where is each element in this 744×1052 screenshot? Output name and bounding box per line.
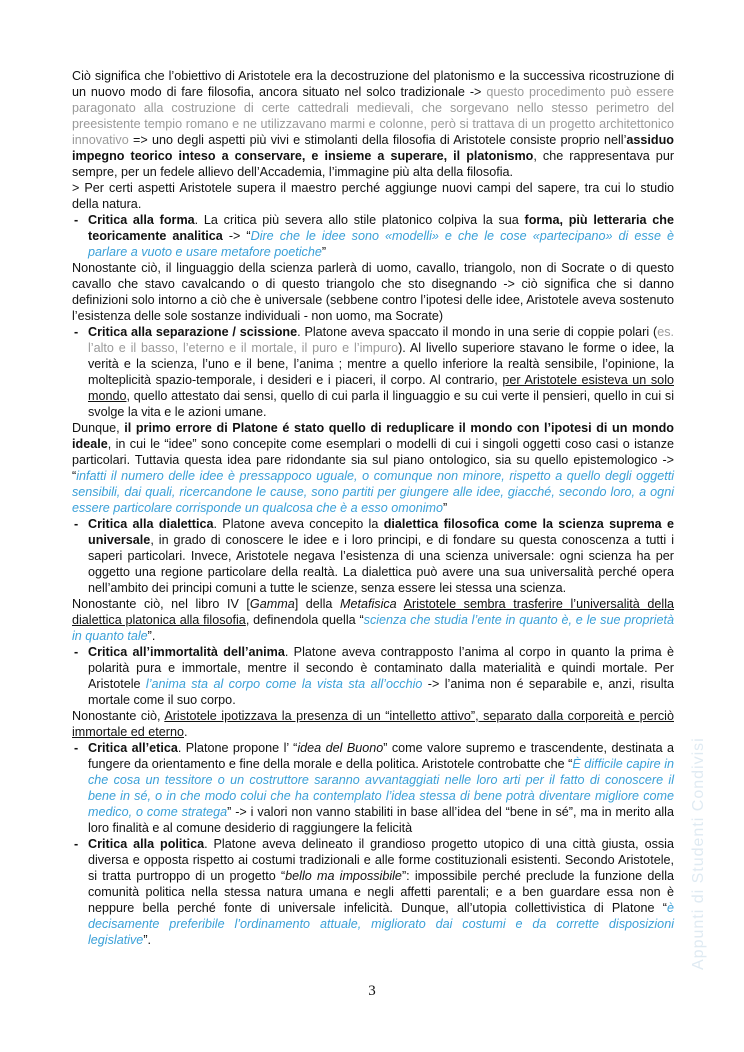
text-run: ” -> i valori non vanno stabiliti in base all’idea del “bene in sé”, ma in merito alla loro finalità e al comune desiderio di raggiungere la felicità xyxy=(88,805,674,835)
text-run: ” xyxy=(321,245,327,259)
paragraph-intro xyxy=(72,68,674,180)
critique-list-1 xyxy=(72,212,674,260)
bold-run: dialettica filosofica come la scienza suprema e universale xyxy=(88,517,674,547)
bold-run: forma, più letteraria che teoricamente analitica xyxy=(88,213,674,243)
bold-run: il primo errore di Platone é stato quello di reduplicare il mondo con l’ipotesi di un mondo ideale xyxy=(72,421,674,451)
text-run: Nonostante ciò, xyxy=(72,709,165,723)
text-run: -> “ xyxy=(222,229,251,243)
underlined-run: Aristotele sembra trasferire l’universalità della dialettica platonica alla filosofia xyxy=(72,597,674,627)
critique-title: Critica alla forma xyxy=(88,213,195,227)
text-run: ”. xyxy=(143,933,152,947)
text-run: . Platone propone l’ “ xyxy=(177,741,298,755)
critique-ethics xyxy=(72,740,674,836)
text-run: Dunque, xyxy=(72,421,125,435)
text-run: ”: impossibile perché preclude la funzione della comunità politica nella stessa natura umana e negli affetti parentali; e a ben guardare essa non è neppure bella perché fonte di universale infelicità. Dunque, all’utopia collettivistica di Platone “ xyxy=(88,869,674,915)
paragraph-active-intellect xyxy=(72,708,674,740)
text-run: . Platone aveva spaccato il mondo in una serie di coppie polari ( xyxy=(297,325,658,339)
critique-title: Critica all’immortalità dell’anima xyxy=(88,645,285,659)
quote: è decisamente preferibile l’ordinamento attuale, migliorato dai costumi e da corrette disposizioni legislative xyxy=(88,901,674,947)
italic-run: Metafisica xyxy=(340,597,397,611)
underlined-run: per Aristotele esisteva un solo mondo xyxy=(88,373,674,403)
page-number: 3 xyxy=(368,983,376,999)
text-run: ” xyxy=(443,501,448,515)
critique-soul xyxy=(72,644,674,708)
text-run: , che rappresentava pur sempre, per un fedele allievo dell’Accademia, l’immagine più alta della filosofia. xyxy=(72,149,675,179)
critique-separation xyxy=(72,324,674,420)
paragraph-universals: Nonostante ciò, il linguaggio della scienza parlerà di uomo, cavallo, triangolo, non di Socrate o di questo cavallo che stavo cavalcando o di questo triangolo che sto disegnando -> ciò significa che si danno definizioni solo intorno a ciò che è universale (sebbene contro l’ipotesi delle idee, Aristotele aveva sostenuto l’esistenza delle sole sostanze individuali - non uomo, ma Socrate) xyxy=(72,261,674,323)
grey-aside: es. l’alto e il basso, l’eterno e il mortale, il puro e l’impuro xyxy=(88,325,674,355)
text-run: Ciò significa che l’obiettivo di Aristotele era la decostruzione del platonismo e la successiva ricostruzione di un nuovo modo di fare filosofia, ancora situato nel solco tradizionale -> xyxy=(72,69,674,99)
critique-title: Critica alla dialettica xyxy=(88,517,214,531)
text-run: . Platone aveva concepito la xyxy=(213,517,384,531)
critique-list-3 xyxy=(72,516,674,596)
underlined-run: Aristotele ipotizzava la presenza di un “intelletto attivo”, separato dalla corporeità e perciò immortale ed eterno xyxy=(72,709,674,739)
critique-dialectic xyxy=(72,516,674,596)
dash-bullet: - xyxy=(74,741,79,755)
text-run: . Platone aveva contrapposto l’anima al corpo in quanto la prima è polarità pura e immortale, mentre il secondo è contaminato dalla materialità e quindi mortale. Per Aristotele xyxy=(88,645,674,691)
text-run: => uno degli aspetti più vivi e stimolanti della filosofia di Aristotele consiste proprio nell’ xyxy=(128,133,627,147)
bold-run: assiduo impegno teorico inteso a conservare, e insieme a superare, il platonismo xyxy=(72,133,674,163)
paragraph-metaphysics xyxy=(72,596,674,644)
text-run: . xyxy=(184,725,188,739)
text-run: ”. xyxy=(147,629,156,643)
critique-politics xyxy=(72,836,674,948)
text-run: ] della xyxy=(294,597,340,611)
quote: infatti il numero delle idee è pressappoco uguale, o comunque non minore, rispetto a quello degli oggetti sensibili, dai quali, ricercandone le cause, sono partiti per giungere alle idee, giacché, secondo loro, a ogni essere particolare corrisponde un qualcosa che è a esso omonimo xyxy=(72,469,674,515)
quote: scienza che studia l’ente in quanto è, e le sue proprietà in quanto tale xyxy=(72,613,674,643)
text-run: , in cui le “idee” sono concepite come esemplari o modelli di cui i singoli oggetti coso casi o istanze particolari. Tuttavia questa idea pare ridondante sia sul piano ontologico, sia su quello epistemologico -> “ xyxy=(72,437,674,483)
text-run: , definendola quella “ xyxy=(245,613,364,627)
text-run: Nonostante ciò, nel libro IV [ xyxy=(72,597,250,611)
critique-title: Critica all’etica xyxy=(88,741,178,755)
critique-list-4 xyxy=(72,644,674,708)
critique-list-2 xyxy=(72,324,674,420)
text-run: -> l’anima non é separabile e, anzi, risulta mortale come il suo corpo. xyxy=(88,677,674,707)
dash-bullet: - xyxy=(74,517,79,531)
critique-title: Critica alla separazione / scissione xyxy=(88,325,298,339)
text-run xyxy=(397,597,404,611)
paragraph-first-error xyxy=(72,420,674,516)
quote: È difficile capire in che cosa un tessitore o un costruttore saranno avvantaggiati nelle loro arti per il fatto di conoscere il bene in sé, o in che modo colui che ha contemplato l’idea stessa di bene potrà diventare migliore come medico, o come stratega xyxy=(88,757,674,819)
paragraph-nature: > Per certi aspetti Aristotele supera il maestro perché aggiunge nuovi campi del sapere, tra cui lo studio della natura. xyxy=(72,181,674,211)
critique-form xyxy=(72,212,674,260)
italic-run: bello ma impossibile xyxy=(285,869,402,883)
text-run: . La critica più severa allo stile platonico colpiva la sua xyxy=(194,213,525,227)
critique-title: Critica alla politica xyxy=(88,837,205,851)
critique-list-5 xyxy=(72,740,674,948)
text-run: , in grado di conoscere le idee e i loro principi, e di fondare su questa conoscenza a tutti i saperi particolari. Invece, Aristotele negava l’esistenza di una scienza universale: ogni scienza ha per oggetto una regione particolare della realtà. La dialettica può avere una sua universalità perché opera nell’ambito dei principi comuni a tutte le scienze, senza essere lei stessa una scienza. xyxy=(88,533,674,595)
document-body xyxy=(72,68,674,948)
quote: Dire che le idee sono «modelli» e che le cose «partecipano» di esse è parlare a vuoto e usare metafore poetiche xyxy=(88,229,674,259)
grey-aside: questo procedimento può essere paragonato alla costruzione di certe cattedrali medievali, che sorgevano nello stesso perimetro del preesistente tempio romano e ne utilizzavano marmi e colonne, però si trattava di un progetto architettonico innovativo xyxy=(72,85,674,147)
dash-bullet: - xyxy=(74,837,79,851)
text-run: ” come valore supremo e trascendente, destinata a fungere da orientamento e fine della morale e della politica. Aristotele controbatte che “ xyxy=(88,741,675,771)
text-run: ). Al livello superiore stavano le forme o idee, la verità e la scienza, l’uno e il bene, l’anima ; mentre a quello inferiore la realtà sensibile, l’opinione, la molteplicità spazio-temporale, i desideri e i piaceri, il corpo. Al contrario, xyxy=(88,341,674,387)
quote: l’anima sta al corpo come la vista sta all’occhio xyxy=(145,677,423,691)
text-run: , quello attestato dai sensi, quello di cui parla il linguaggio e su cui verte il pensieri, quello in cui si svolge la vita e le azioni umane. xyxy=(88,389,674,419)
dash-bullet: - xyxy=(74,645,79,659)
text-run: . Platone aveva delineato il grandioso progetto utopico di una città giusta, ossia diversa e opposta rispetto ai costumi tradizionali e alle forme costituzionali esistenti. Secondo Aristotele, si tratta purtroppo di un progetto “ xyxy=(88,837,674,883)
italic-run: idea del Buono xyxy=(297,741,384,755)
dash-bullet: - xyxy=(74,213,79,227)
italic-run: Gamma xyxy=(249,597,295,611)
watermark: Appunti di Studenti Condivisi xyxy=(690,737,707,970)
dash-bullet: - xyxy=(74,325,79,339)
